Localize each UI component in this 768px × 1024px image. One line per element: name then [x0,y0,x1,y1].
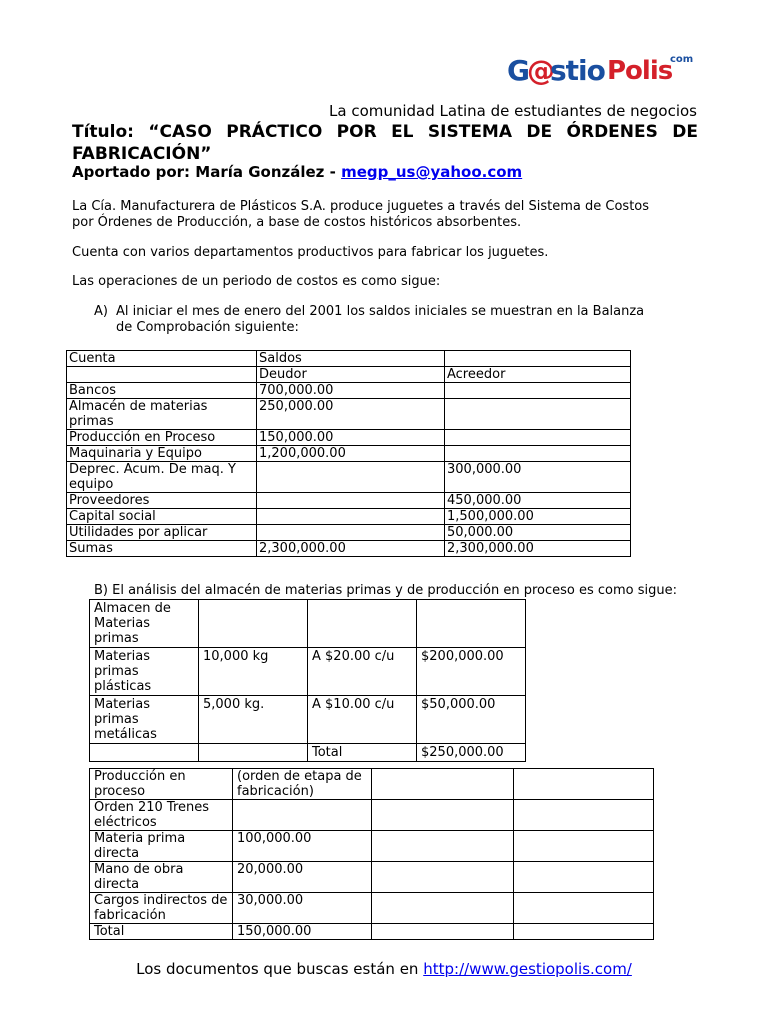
raw-materials-table [89,599,526,762]
table-cell: A $10.00 c/u [308,696,417,744]
logo-word-stio: stio [550,54,605,87]
table-row [67,446,631,462]
table-cell [445,430,631,446]
table-cell: Producción en Proceso [67,430,257,446]
list-marker-a: A) [94,304,108,319]
table-cell [372,769,514,800]
table-cell [199,600,308,648]
logo-at-sign: @ [527,54,554,87]
author-label: Aportado por: María González - [72,163,342,181]
table-row [90,893,654,924]
table-row [90,800,654,831]
table-cell: $200,000.00 [417,648,526,696]
table-cell: 5,000 kg. [199,696,308,744]
table-cell [372,924,514,940]
table-cell: Saldos [257,351,445,367]
table-cell: Bancos [67,383,257,399]
table-cell: A $20.00 c/u [308,648,417,696]
table-cell: 700,000.00 [257,383,445,399]
footer-link[interactable]: http://www.gestiopolis.com/ [423,960,632,978]
table-cell: 50,000.00 [445,525,631,541]
table-cell [445,446,631,462]
table-cell: Proveedores [67,493,257,509]
table-cell [372,862,514,893]
table-cell: Almacen de Materias primas [90,600,199,648]
work-in-process-table [89,768,654,940]
trial-balance-table [66,350,631,557]
table-cell [199,744,308,762]
table-cell: Producción en proceso [90,769,233,800]
table-cell: Cuenta [67,351,257,367]
tagline: La comunidad Latina de estudiantes de negocios [329,102,697,120]
table-cell: 300,000.00 [445,462,631,493]
table-cell: Sumas [67,541,257,557]
table-cell: (orden de etapa de fabricación) [233,769,372,800]
table-cell [372,831,514,862]
table-row [67,525,631,541]
table-cell [308,600,417,648]
table-cell: 450,000.00 [445,493,631,509]
list-item-b: B) El análisis del almacén de materias primas y de producción en proceso es como sigue: [94,583,678,598]
table-cell: 250,000.00 [257,399,445,430]
table-row [67,509,631,525]
table-cell: 150,000.00 [233,924,372,940]
table-cell: Materia prima directa [90,831,233,862]
logo-com-suffix: com [670,54,694,65]
table-row [67,462,631,493]
logo-letter-g: G [507,54,529,87]
table-row [90,696,526,744]
table-cell [417,600,526,648]
table-row [90,648,526,696]
table-cell [514,831,654,862]
table-cell: 1,500,000.00 [445,509,631,525]
table-cell: 20,000.00 [233,862,372,893]
author-line [72,163,522,181]
table-row [90,744,526,762]
table-cell: 150,000.00 [257,430,445,446]
table-cell [257,462,445,493]
table-cell: Total [308,744,417,762]
table-cell: Maquinaria y Equipo [67,446,257,462]
list-item-a [94,304,664,336]
table-row [90,600,526,648]
table-row [67,541,631,557]
table-row [90,831,654,862]
logo-word-polis: Polis [607,56,673,86]
footer [0,960,768,978]
table-cell: 1,200,000.00 [257,446,445,462]
table-cell: 2,300,000.00 [445,541,631,557]
table-cell: 100,000.00 [233,831,372,862]
table-cell [445,383,631,399]
table-cell [514,893,654,924]
table-header-row [67,351,631,367]
table-cell: 2,300,000.00 [257,541,445,557]
footer-text: Los documentos que buscas están en [136,960,424,978]
table-cell: Cargos indirectos de fabricación [90,893,233,924]
table-cell [514,769,654,800]
table-cell: Deprec. Acum. De maq. Y equipo [67,462,257,493]
table-cell: Capital social [67,509,257,525]
table-cell [90,744,199,762]
table-cell: Acreedor [445,367,631,383]
table-cell [445,399,631,430]
table-row [90,924,654,940]
table-cell [372,893,514,924]
table-cell [514,800,654,831]
table-cell: Total [90,924,233,940]
departments-paragraph: Cuenta con varios departamentos productivos para fabricar los juguetes. [72,245,549,260]
author-email-link[interactable]: megp_us@yahoo.com [341,163,523,181]
operations-paragraph: Las operaciones de un periodo de costos es como sigue: [72,274,441,289]
table-cell: 30,000.00 [233,893,372,924]
gestiopolis-logo [507,54,697,96]
table-cell [257,493,445,509]
table-cell: Materias primas plásticas [90,648,199,696]
table-cell [372,800,514,831]
table-cell [445,351,631,367]
intro-paragraph: La Cía. Manufacturera de Plásticos S.A. produce juguetes a través del Sistema de Costos por Órdenes de Producción, a base de costos históricos absorbentes. [72,199,650,230]
table-cell [257,509,445,525]
table-cell: 10,000 kg [199,648,308,696]
table-row [67,493,631,509]
table-row [90,862,654,893]
table-row [67,383,631,399]
table-cell [233,800,372,831]
list-text-a: Al iniciar el mes de enero del 2001 los saldos iniciales se muestran en la Balanza de Comprobación siguiente: [116,304,645,335]
table-cell: $250,000.00 [417,744,526,762]
table-cell: Materias primas metálicas [90,696,199,744]
table-cell: Utilidades por aplicar [67,525,257,541]
table-cell: Orden 210 Trenes eléctricos [90,800,233,831]
table-cell: $50,000.00 [417,696,526,744]
table-header-row [67,367,631,383]
table-cell: Almacén de materias primas [67,399,257,430]
table-cell [514,862,654,893]
table-row [67,430,631,446]
table-row [67,399,631,430]
table-cell [257,525,445,541]
table-cell [67,367,257,383]
table-cell [514,924,654,940]
table-cell: Deudor [257,367,445,383]
table-row [90,769,654,800]
table-cell: Mano de obra directa [90,862,233,893]
document-title: Título: “CASO PRÁCTICO POR EL SISTEMA DE ÓRDENES DE FABRICACIÓN” [72,122,698,164]
